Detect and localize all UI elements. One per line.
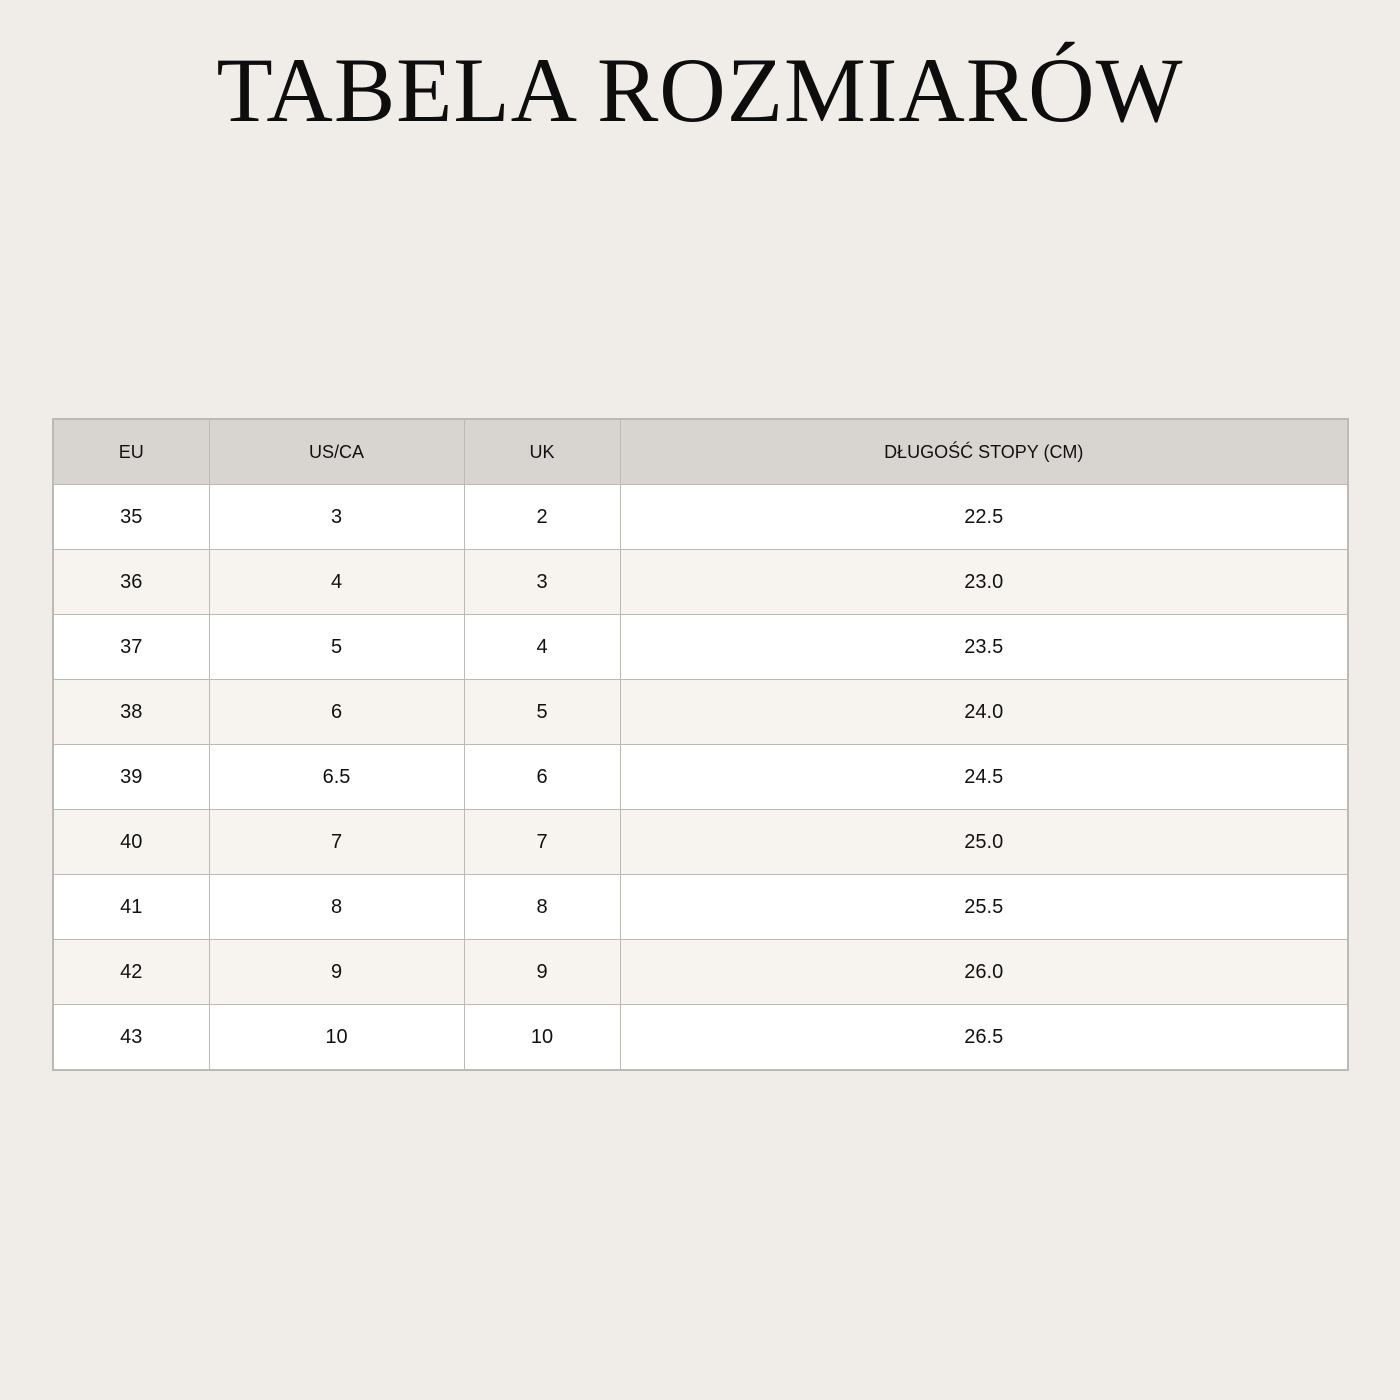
table-row xyxy=(53,940,1348,1005)
cell-eu: 40 xyxy=(53,810,209,875)
cell-foot-length: 22.5 xyxy=(620,485,1348,550)
cell-foot-length: 26.0 xyxy=(620,940,1348,1005)
cell-eu: 36 xyxy=(53,550,209,615)
cell-foot-length: 23.5 xyxy=(620,615,1348,680)
cell-eu: 43 xyxy=(53,1005,209,1071)
table-row xyxy=(53,745,1348,810)
table-row xyxy=(53,615,1348,680)
cell-us-ca: 10 xyxy=(209,1005,464,1071)
cell-eu: 37 xyxy=(53,615,209,680)
cell-us-ca: 6 xyxy=(209,680,464,745)
header-eu: EU xyxy=(53,419,209,485)
header-foot-length: DŁUGOŚĆ STOPY (CM) xyxy=(620,419,1348,485)
cell-us-ca: 7 xyxy=(209,810,464,875)
cell-us-ca: 4 xyxy=(209,550,464,615)
cell-foot-length: 26.5 xyxy=(620,1005,1348,1071)
header-uk: UK xyxy=(464,419,620,485)
cell-us-ca: 6.5 xyxy=(209,745,464,810)
header-row xyxy=(53,419,1348,485)
cell-eu: 35 xyxy=(53,485,209,550)
table-row xyxy=(53,810,1348,875)
cell-eu: 42 xyxy=(53,940,209,1005)
cell-uk: 2 xyxy=(464,485,620,550)
cell-us-ca: 8 xyxy=(209,875,464,940)
page-title: TABELA ROZMIARÓW xyxy=(216,39,1184,141)
cell-uk: 10 xyxy=(464,1005,620,1071)
cell-uk: 6 xyxy=(464,745,620,810)
table-row xyxy=(53,680,1348,745)
cell-foot-length: 23.0 xyxy=(620,550,1348,615)
cell-us-ca: 5 xyxy=(209,615,464,680)
cell-foot-length: 25.5 xyxy=(620,875,1348,940)
cell-eu: 38 xyxy=(53,680,209,745)
cell-uk: 9 xyxy=(464,940,620,1005)
cell-us-ca: 9 xyxy=(209,940,464,1005)
table-row xyxy=(53,1005,1348,1071)
cell-us-ca: 3 xyxy=(209,485,464,550)
cell-uk: 5 xyxy=(464,680,620,745)
table-row xyxy=(53,485,1348,550)
cell-uk: 8 xyxy=(464,875,620,940)
header-us-ca: US/CA xyxy=(209,419,464,485)
cell-uk: 3 xyxy=(464,550,620,615)
table-body xyxy=(53,485,1348,1071)
cell-foot-length: 24.5 xyxy=(620,745,1348,810)
cell-uk: 4 xyxy=(464,615,620,680)
cell-eu: 41 xyxy=(53,875,209,940)
table-row xyxy=(53,875,1348,940)
cell-foot-length: 25.0 xyxy=(620,810,1348,875)
cell-foot-length: 24.0 xyxy=(620,680,1348,745)
size-chart-table xyxy=(52,418,1349,1071)
table-header xyxy=(53,419,1348,485)
table-row xyxy=(53,550,1348,615)
cell-uk: 7 xyxy=(464,810,620,875)
cell-eu: 39 xyxy=(53,745,209,810)
